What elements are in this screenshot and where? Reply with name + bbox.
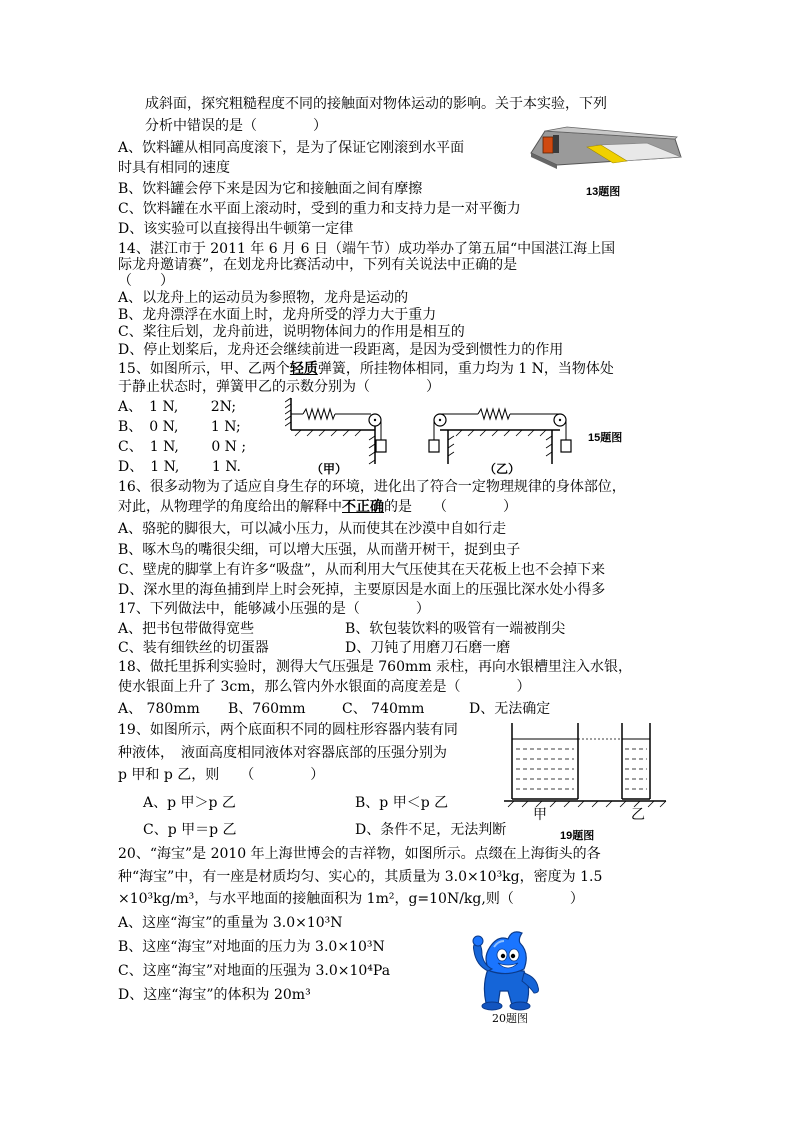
q19-figure-label: 19题图 [560,830,595,842]
q14-option-b: B、龙舟漂浮在水面上时，龙舟所受的浮力大于重力 [118,307,437,323]
q18-line1: 18、做托里拆利实验时，测得大气压强是 760mm 汞柱，再向水银槽里注入水银， [118,659,632,675]
q19-line3: p 甲和 p 乙，则 （ ） [118,767,325,783]
q20-line2: 种“海宝”中，有一座是材质均匀、实心的，其质量为 3.0×10³kg，密度为 1.5 [118,869,603,885]
q13-figure-label: 13题图 [586,186,621,198]
q15-spring-figure-jia [285,396,395,466]
q20-option-c: C、这座“海宝”对地面的压强为 3.0×10⁴Pa [118,963,391,979]
q20-option-a: A、这座“海宝”的重量为 3.0×10³N [118,915,343,931]
q20-option-b: B、这座“海宝”对地面的压力为 3.0×10³N [118,939,385,955]
q17-line1: 17、下列做法中，能够减小压强的是（ ） [118,601,430,617]
q17-option-d: D、刀钝了用磨刀石磨一磨 [345,640,511,656]
q16-line2: 对此，从物理学的角度给出的解释中不正确的是 （ ） [118,499,517,515]
q16-option-c: C、壁虎的脚掌上有许多“吸盘”，从而利用大气压使其在天花板上也不会掉下来 [118,562,606,578]
q14-option-a: A、以龙舟上的运动员为参照物，龙舟是运动的 [118,290,409,306]
q15-label-yi: （乙） [484,462,521,476]
q13-option-b: B、饮料罐会停下来是因为它和接触面之间有摩擦 [118,181,423,197]
q14-line3: （ ） [118,273,174,289]
q16-option-b: B、啄木鸟的嘴很尖细，可以增大压强，从而凿开树干，捉到虫子 [118,542,521,558]
q15-line1: 15、如图所示，甲、乙两个轻质弹簧，所挂物体相同，重力均为 1 N，当物体处 [118,361,614,377]
q15-figure-label: 15题图 [588,432,623,444]
q19-containers-figure [500,715,670,810]
q18-option-c: C、 740mm [342,701,425,717]
q15-option-d: D、 1 N, 1 N. [118,459,241,475]
q16-option-d: D、深水里的海鱼捕到岸上时会死掉，主要原因是水面上的压强比深水处小得多 [118,582,606,598]
q15-spring-figure-yi [428,396,578,466]
q19-line1: 19、如图所示，两个底面积不同的圆柱形容器内装有同 [118,722,458,738]
q16-line1: 16、很多动物为了适应自身生存的环境，进化出了符合一定物理规律的身体部位， [118,479,626,495]
haibao-mascot-figure [468,925,548,1013]
q15-label-jia: （甲） [311,462,348,476]
q19-label-yi: 乙 [631,807,645,823]
q18-option-d: D、无法确定 [469,701,551,717]
q14-line1: 14、湛江市于 2011 年 6 月 6 日（端午节）成功举办了第五届“中国湛江海上国 [118,241,616,257]
q17-option-b: B、软包装饮料的吸管有一端被削尖 [345,621,566,637]
q20-option-d: D、这座“海宝”的体积为 20m³ [118,987,311,1003]
q20-figure-label: 20题图 [492,1012,528,1025]
q18-option-a: A、 780mm [118,701,200,717]
q13-line1: 成斜面，探究粗糙程度不同的接触面对物体运动的影响。关于本实验，下列 [145,96,607,112]
q13-option-a-line1: A、饮料罐从相同高度滚下，是为了保证它刚滚到水平面 [118,140,465,156]
q17-option-a: A、把书包带做得宽些 [118,621,255,637]
q13-option-d: D、该实验可以直接得出牛顿第一定律 [118,221,354,237]
q18-line2: 使水银面上升了 3cm，那么管内外水银面的高度差是（ ） [118,679,531,695]
q19-line2: 种液体， 液面高度相同液体对容器底部的压强分别为 [118,745,447,761]
q14-option-c: C、桨往后划，龙舟前进，说明物体间力的作用是相互的 [118,324,465,340]
q15-option-a: A、 1 N, 2N; [118,399,237,415]
q19-option-c: C、p 甲＝p 乙 [143,822,237,838]
q13-line2: 分析中错误的是（ ） [145,118,327,134]
q19-option-a: A、p 甲＞p 乙 [143,795,236,811]
q13-option-a-line2: 时具有相同的速度 [118,160,230,176]
q13-option-c: C、饮料罐在水平面上滚动时，受到的重力和支持力是一对平衡力 [118,201,521,217]
q19-option-d: D、条件不足，无法判断 [355,822,507,838]
q14-option-d: D、停止划桨后，龙舟还会继续前进一段距离，是因为受到惯性力的作用 [118,342,564,358]
q20-line1: 20、“海宝”是 2010 年上海世博会的吉祥物，如图所示。点缀在上海街头的各 [118,846,601,862]
q16-option-a: A、骆驼的脚很大，可以减小压力，从而使其在沙漠中自如行走 [118,521,507,537]
q15-option-b: B、 0 N, 1 N; [118,419,241,435]
q18-option-b: B、760mm [228,701,306,717]
q20-line3: ×10³kg/m³，与水平地面的接触面积为 1m²，g=10N/kg,则（ ） [118,891,584,907]
q16-emphasis-incorrect: 不正确 [342,499,384,515]
q15-emphasis-light: 轻质 [289,361,318,377]
q19-label-jia: 甲 [533,807,547,823]
q13-ramp-figure [527,123,685,171]
q15-option-c: C、 1 N, 0 N ; [118,439,247,455]
q19-option-b: B、p 甲＜p 乙 [355,795,449,811]
q14-line2: 际龙舟邀请赛”，在划龙舟比赛活动中，下列有关说法中正确的是 [118,257,518,273]
q15-line2: 于静止状态时，弹簧甲乙的示数分别为（ ） [118,379,440,395]
q17-option-c: C、装有细铁丝的切蛋器 [118,640,269,656]
